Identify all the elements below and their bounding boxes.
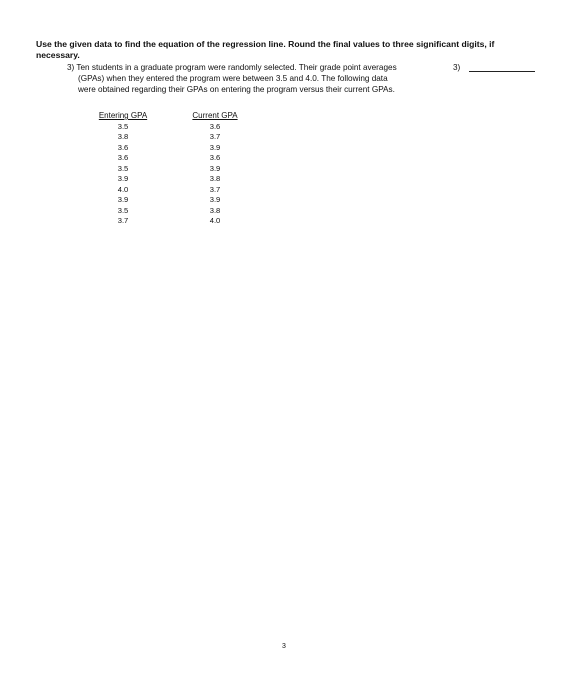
table-row [92,132,258,143]
current-gpa-cell: 3.8 [209,205,221,215]
entering-gpa-cell: 4.0 [117,184,129,194]
answer-label: 3) [453,63,461,72]
entering-gpa-cell: 3.9 [117,195,129,204]
entering-gpa-cell: 3.6 [117,153,129,162]
current-gpa-cell: 3.6 [209,121,221,131]
entering-gpa-cell: 3.5 [117,121,129,131]
problem-statement [67,62,447,95]
gpa-data-table [92,111,258,227]
entering-gpa-cell: 3.8 [117,132,129,141]
table-row [92,216,258,227]
current-gpa-cell: 3.9 [209,142,221,152]
page-number: 3 [282,643,286,650]
entering-gpa-cell: 3.5 [117,205,129,215]
entering-gpa-cell: 3.5 [117,163,129,173]
table-row [92,185,258,196]
current-gpa-cell: 3.9 [209,195,221,204]
table-row [92,206,258,217]
column-header-current-gpa: Current GPA [192,111,238,120]
table-row [92,195,258,206]
table-row [92,153,258,164]
problem-line-3: were obtained regarding their GPAs on entering the program versus their current GPAs. [78,85,395,94]
table-row [92,164,258,175]
column-header-entering-gpa: Entering GPA [98,111,148,120]
entering-gpa-cell: 3.9 [117,174,129,183]
current-gpa-cell: 3.8 [209,174,221,183]
table-header-row [92,111,258,122]
current-gpa-cell: 3.7 [209,184,221,194]
instructions-text: Use the given data to find the equation of the regression line. Round the final values to three significant digits, if necessary. [36,39,495,60]
table-row [92,122,258,133]
problem-line-1: 3) Ten students in a graduate program were randomly selected. Their grade point averages [67,63,397,72]
answer-blank-line [469,71,535,72]
current-gpa-cell: 3.7 [209,132,221,141]
problem-line-2: (GPAs) when they entered the program were between 3.5 and 4.0. The following data [78,74,388,83]
entering-gpa-cell: 3.6 [117,142,129,152]
current-gpa-cell: 3.9 [209,163,221,173]
table-row [92,143,258,154]
entering-gpa-cell: 3.7 [117,216,129,225]
current-gpa-cell: 3.6 [209,153,221,162]
table-row [92,174,258,185]
current-gpa-cell: 4.0 [209,216,221,225]
